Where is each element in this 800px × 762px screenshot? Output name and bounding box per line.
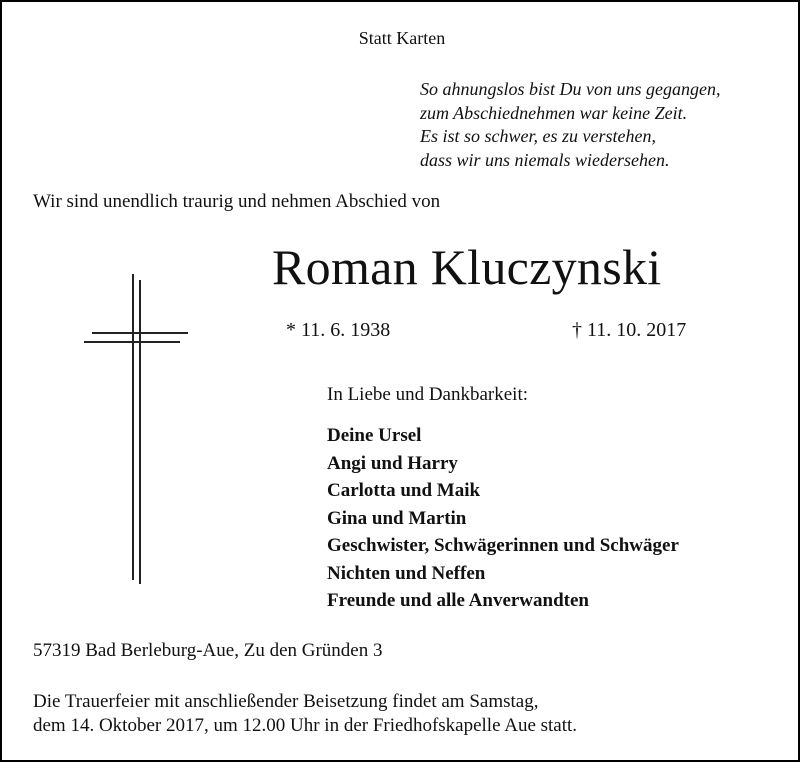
list-item: Nichten und Neffen [327, 562, 486, 584]
cross-vertical-right [139, 280, 141, 584]
list-item: Deine Ursel [327, 425, 422, 446]
service-line: dem 14. Oktober 2017, um 12.00 Uhr in der Friedhofskapelle Aue statt. [33, 715, 578, 736]
birth-date: * 11. 6. 1938 [286, 319, 391, 341]
intro-text: Wir sind unendlich traurig und nehmen Abschied von [33, 191, 441, 212]
poem-line: Es ist so schwer, es zu verstehen, [420, 126, 656, 146]
list-item: Gina und Martin [327, 507, 467, 529]
thanks-line: In Liebe und Dankbarkeit: [327, 384, 529, 405]
poem-line: dass wir uns niemals wiedersehen. [420, 149, 670, 170]
cross-horizontal-top [92, 332, 188, 334]
service-info [33, 690, 577, 738]
list-item: Angi und Harry [327, 452, 458, 474]
death-date: † 11. 10. 2017 [572, 319, 687, 341]
poem [420, 78, 721, 172]
list-item: Carlotta und Maik [327, 480, 481, 501]
deceased-name: Roman Kluczynski [272, 239, 662, 295]
list-item: Geschwister, Schwägerinnen und Schwäger [327, 535, 679, 556]
service-line: Die Trauerfeier mit anschließender Beisetzung findet am Samstag, [33, 691, 539, 712]
address: 57319 Bad Berleburg-Aue, Zu den Gründen 3 [33, 640, 383, 661]
cross-icon [82, 274, 192, 584]
cross-vertical-left [132, 274, 134, 580]
mourners-list [327, 422, 679, 615]
poem-line: So ahnungslos bist Du von uns gegangen, [420, 79, 721, 99]
list-item: Freunde und alle Anverwandten [327, 590, 589, 611]
header-text: Statt Karten [358, 28, 446, 48]
cross-horizontal-bottom [84, 341, 180, 343]
poem-line: zum Abschiednehmen war keine Zeit. [420, 102, 688, 123]
